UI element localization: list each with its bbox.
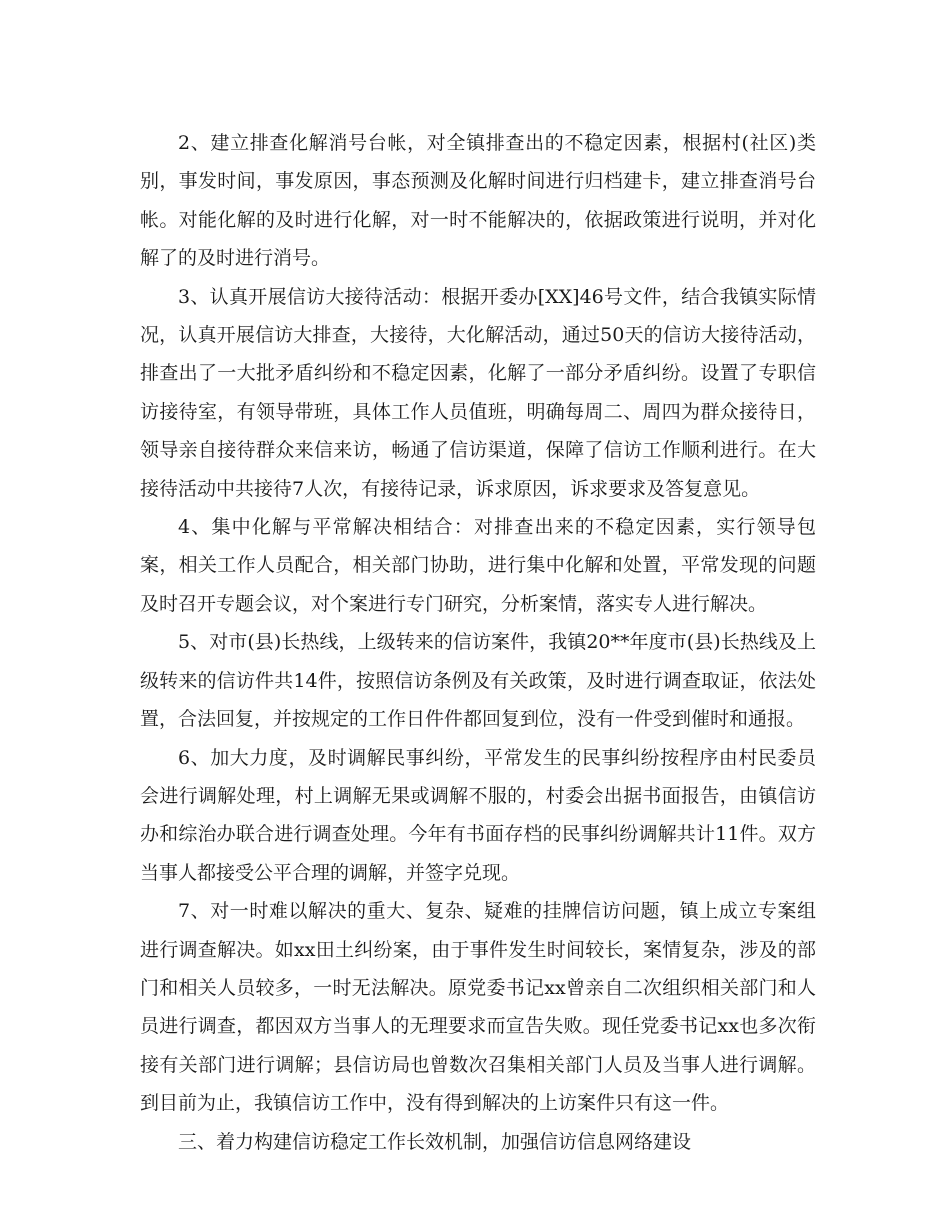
paragraph-4: 4、集中化解与平常解决相结合：对排查出来的不稳定因素，实行领导包案，相关工作人员配合，相关部门协助，进行集中化解和处置，平常发现的问题及时召开专题会议，对个案进行专门研究，分析案情，落实专人进行解决。 xyxy=(140,516,816,615)
section-heading-3: 三、着力构建信访稳定工作长效机制，加强信访信息网络建设 xyxy=(178,1130,692,1153)
paragraph-2: 2、建立排查化解消号台帐，对全镇排查出的不稳定因素，根据村(社区)类别，事发时间，事发原因，事态预测及化解时间进行归档建卡，建立排查消号台帐。对能化解的及时进行化解，对一时不能解决的，依据政策进行说明，并对化解了的及时进行消号。 xyxy=(140,132,816,270)
document-page xyxy=(140,124,816,1161)
paragraph-7: 7、对一时难以解决的重大、复杂、疑难的挂牌信访问题，镇上成立专案组进行调查解决。如xx田土纠纷案，由于事件发生时间较长，案情复杂，涉及的部门和相关人员较多，一时无法解决。原党委书记xx曾亲自二次组织相关部门和人员进行调查，都因双方当事人的无理要求而宣告失败。现任党委书记xx也多次衔接有关部门进行调解；县信访局也曾数次召集相关部门人员及当事人进行调解。到目前为止，我镇信访工作中，没有得到解决的上访案件只有这一件。 xyxy=(140,900,816,1115)
paragraph-6: 6、加大力度，及时调解民事纠纷，平常发生的民事纠纷按程序由村民委员会进行调解处理，村上调解无果或调解不服的，村委会出据书面报告，由镇信访办和综治办联合进行调查处理。今年有书面存档的民事纠纷调解共计11件。双方当事人都接受公平合理的调解，并签字兑现。 xyxy=(140,746,816,884)
paragraph-3: 3、认真开展信访大接待活动：根据开委办[XX]46号文件，结合我镇实际情况，认真开展信访大排查，大接待，大化解活动，通过50天的信访大接待活动，排查出了一大批矛盾纠纷和不稳定因素，化解了一部分矛盾纠纷。设置了专职信访接待室，有领导带班，具体工作人员值班，明确每周二、周四为群众接待日，领导亲自接待群众来信来访，畅通了信访渠道，保障了信访工作顺利进行。在大接待活动中共接待7人次，有接待记录，诉求原因，诉求要求及答复意见。 xyxy=(140,285,816,500)
paragraph-5: 5、对市(县)长热线，上级转来的信访案件，我镇20**年度市(县)长热线及上级转来的信访件共14件，按照信访条例及有关政策，及时进行调查取证，依法处置，合法回复，并按规定的工作日件件都回复到位，没有一件受到催时和通报。 xyxy=(140,631,816,731)
